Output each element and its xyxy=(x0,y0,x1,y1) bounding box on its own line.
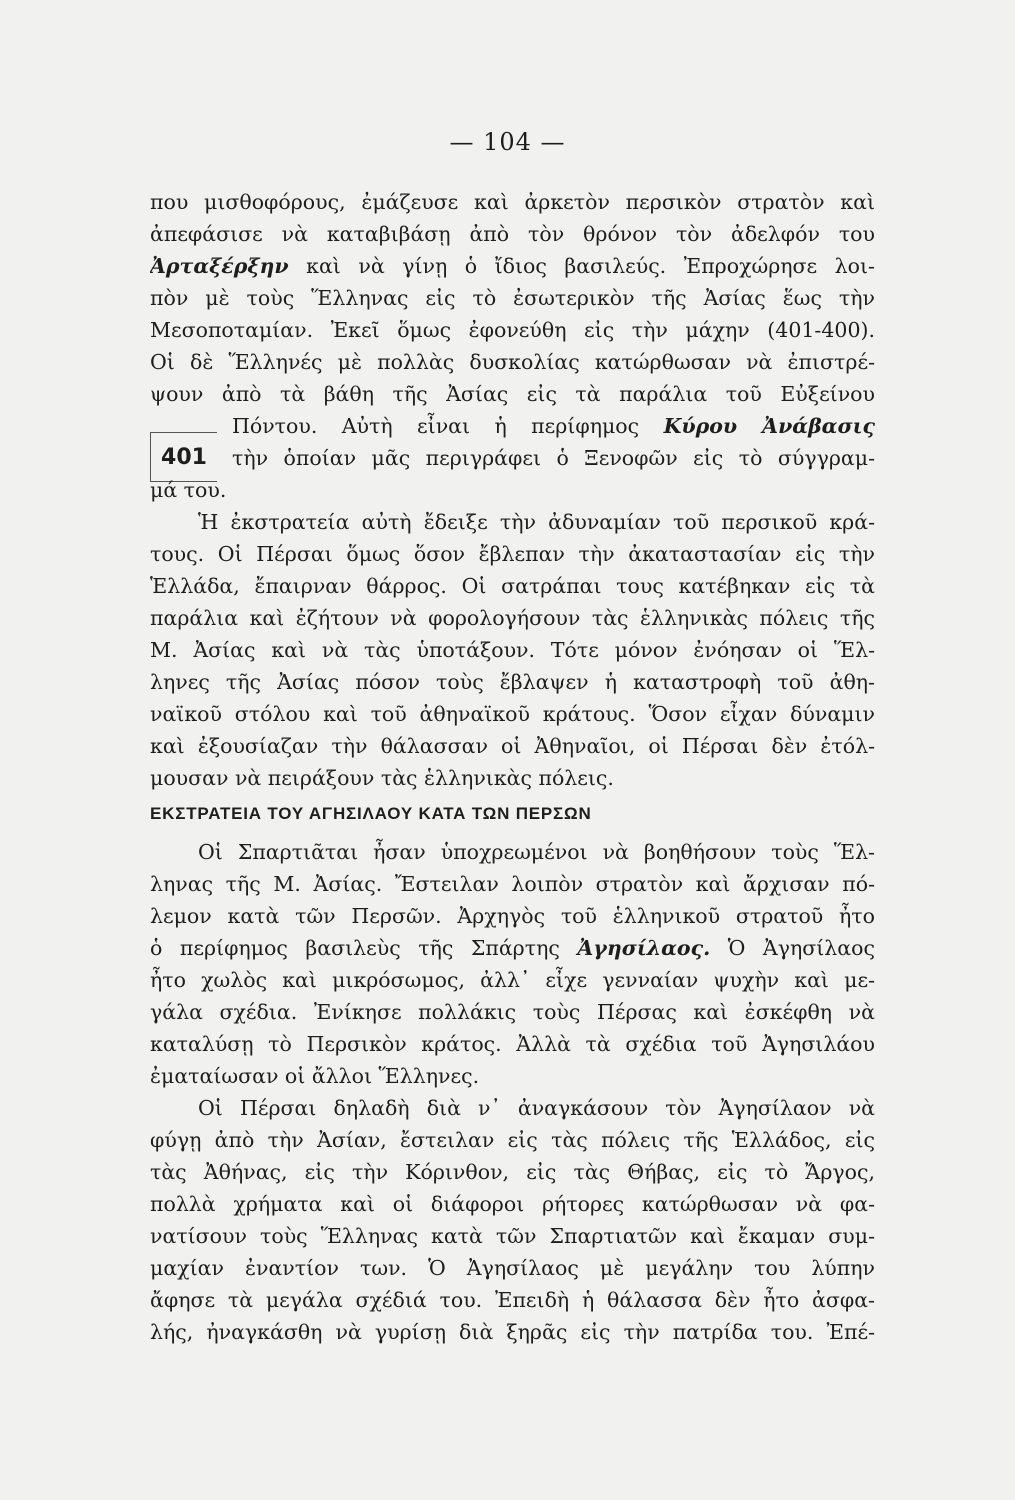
text-line: τὴν ὁποίαν μᾶς περιγράφει ὁ Ξενοφῶν εἰς τὸ σύγγραμ- xyxy=(232,446,875,470)
text-line: ναϊκοῦ στόλου καὶ τοῦ ἀθηναϊκοῦ κράτους. Ὅσον εἶχαν δύναμιν xyxy=(150,702,875,726)
text-line: φύγῃ ἀπὸ τὴν Ἀσίαν, ἔστειλαν εἰς τὰς πόλεις τῆς Ἑλλάδος, εἰς xyxy=(150,1128,875,1152)
text-line: ἄφησε τὰ μεγάλα σχέδιά του. Ἐπειδὴ ἡ θάλασσα δὲν ἦτο ἀσφα- xyxy=(150,1288,875,1312)
text-line: πὸν μὲ τοὺς Ἕλληνας εἰς τὸ ἐσωτερικὸν τῆς Ἀσίας ἕως τὴν xyxy=(150,286,875,310)
text-line: καὶ ἐξουσίαζαν τὴν θάλασσαν οἱ Ἀθηναῖοι, οἱ Πέρσαι δὲν ἐτόλ- xyxy=(150,734,875,758)
text-line: Οἱ δὲ Ἕλληνές μὲ πολλὰς δυσκολίας κατώρθωσαν νὰ ἐπιστρέ- xyxy=(150,350,875,374)
emphasized-name: Ἀρταξέρξην xyxy=(150,254,289,278)
body-text xyxy=(150,186,875,1348)
text-line xyxy=(150,410,875,442)
margin-note-number: 401 xyxy=(150,432,217,482)
text-line: μαχίαν ἐναντίον των. Ὁ Ἀγησίλαος μὲ μεγάλην του λύπην xyxy=(150,1256,875,1280)
text-line: τὰς Ἀθήνας, εἰς τὴν Κόρινθον, εἰς τὰς Θήβας, εἰς τὸ Ἄργος, xyxy=(150,1160,875,1184)
text-line: παράλια καὶ ἐζήτουν νὰ φορολογήσουν τὰς ἑλληνικὰς πόλεις τῆς xyxy=(150,606,875,630)
text-span: Πόντου. Αὐτὴ εἶναι ἡ περίφημος xyxy=(232,414,640,438)
text-span: καὶ νὰ γίνῃ ὁ ἴδιος βασιλεύς. Ἐπροχώρησε λοι- xyxy=(306,254,875,278)
text-line: ψουν ἀπὸ τὰ βάθη τῆς Ἀσίας εἰς τὰ παράλια τοῦ Εὐξείνου xyxy=(150,382,875,406)
page-number: — 104 — xyxy=(449,128,566,156)
text-line: Οἱ Σπαρτιᾶται ἦσαν ὑποχρεωμένοι νὰ βοηθήσουν τοὺς Ἕλ- xyxy=(198,840,875,864)
text-line: Ἑλλάδα, ἔπαιρναν θάρρος. Οἱ σατράπαι τους κατέβηκαν εἰς τὰ xyxy=(150,574,875,598)
emphasized-title: Κύρου Ἀνάβασις xyxy=(663,414,875,438)
text-line: πολλὰ χρήματα καὶ οἱ διάφοροι ρήτορες κατώρθωσαν νὰ φα- xyxy=(150,1192,875,1216)
text-line: ἐματαίωσαν οἱ ἄλλοι Ἕλληνες. xyxy=(150,1064,480,1088)
text-line: Ἡ ἐκστρατεία αὐτὴ ἔδειξε τὴν ἀδυναμίαν τοῦ περσικοῦ κρά- xyxy=(198,510,875,534)
text-line: νατίσουν τοὺς Ἕλληνας κατὰ τῶν Σπαρτιατῶν καὶ ἔκαμαν συμ- xyxy=(150,1224,875,1248)
text-line xyxy=(150,932,875,964)
text-line: ληνας τῆς Μ. Ἀσίας. Ἔστειλαν λοιπὸν στρατὸν καὶ ἄρχισαν πό- xyxy=(150,872,875,896)
text-line: ἦτο χωλὸς καὶ μικρόσωμος, ἀλλ᾽ εἶχε γενναίαν ψυχὴν καὶ με- xyxy=(150,968,875,992)
text-line: ληνες τῆς Ἀσίας πόσον τοὺς ἔβλαψεν ἡ καταστροφὴ τοῦ ἀθη- xyxy=(150,670,875,694)
text-line: ἀπεφάσισε νὰ καταβιβάσῃ ἀπὸ τὸν θρόνον τὸν ἀδελφόν του xyxy=(150,222,875,246)
text-line: μά του. xyxy=(150,478,227,502)
text-span: ὁ περίφημος βασιλεὺς τῆς Σπάρτης xyxy=(150,936,560,960)
text-line: τους. Οἱ Πέρσαι ὅμως ὅσον ἔβλεπαν τὴν ἀκαταστασίαν εἰς τὴν xyxy=(150,542,875,566)
text-line: λής, ἠναγκάσθη νὰ γυρίσῃ διὰ ξηρᾶς εἰς τὴν πατρίδα του. Ἐπέ- xyxy=(150,1320,875,1344)
text-line: που μισθοφόρους, ἐμάζευσε καὶ ἀρκετὸν περσικὸν στρατὸν καὶ xyxy=(150,190,875,214)
text-line: λεμον κατὰ τῶν Περσῶν. Ἀρχηγὸς τοῦ ἑλληνικοῦ στρατοῦ ἦτο xyxy=(150,904,875,928)
text-line: Μεσοποταμίαν. Ἐκεῖ ὅμως ἐφονεύθη εἰς τὴν μάχην (401-400). xyxy=(150,318,875,342)
text-line xyxy=(150,250,875,282)
text-line: Μ. Ἀσίας καὶ νὰ τὰς ὑποτάξουν. Τότε μόνον ἐνόησαν οἱ Ἕλ- xyxy=(150,638,875,662)
emphasized-name: Ἀγησίλαος. xyxy=(577,936,711,960)
text-line: μουσαν νὰ πειράξουν τὰς ἑλληνικὰς πόλεις. xyxy=(150,766,614,790)
text-line: Οἱ Πέρσαι δηλαδὴ διὰ ν᾽ ἀναγκάσουν τὸν Ἀγησίλαον νὰ xyxy=(198,1096,875,1120)
section-heading: ΕΚΣΤΡΑΤΕΙΑ ΤΟΥ ΑΓΗΣΙΛΑΟΥ ΚΑΤΑ ΤΩΝ ΠΕΡΣΩΝ xyxy=(150,804,592,823)
text-line: καταλύσῃ τὸ Περσικὸν κράτος. Ἀλλὰ τὰ σχέδια τοῦ Ἀγησιλάου xyxy=(150,1032,875,1056)
text-span: Ὁ Ἀγησίλαος xyxy=(727,936,875,960)
text-line: γάλα σχέδια. Ἐνίκησε πολλάκις τοὺς Πέρσας καὶ ἐσκέφθη νὰ xyxy=(150,1000,875,1024)
